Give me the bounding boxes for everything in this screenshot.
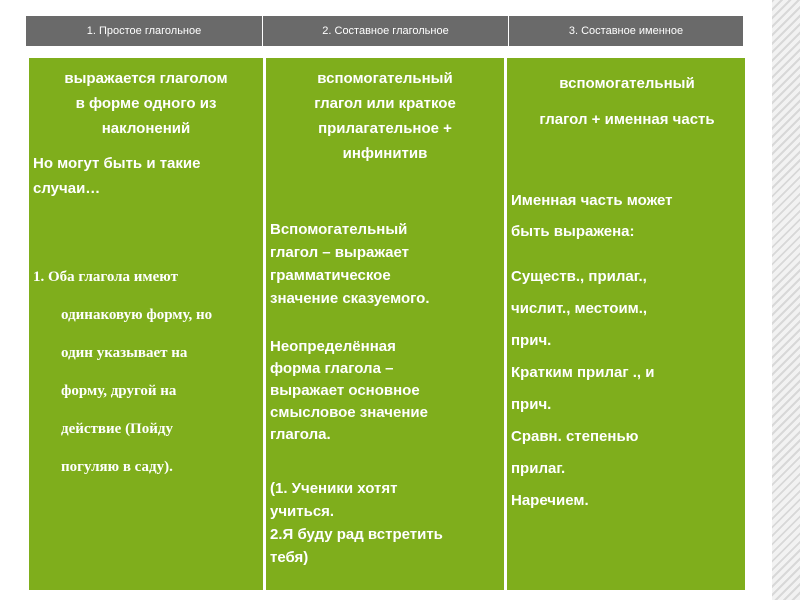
col3-form-line: прич. <box>511 332 552 349</box>
col2-aux-line: глагол – выражает <box>270 244 409 261</box>
column-compound-verbal <box>266 58 504 590</box>
col2-aux-line: Вспомогательный <box>270 221 408 238</box>
col2-intro-line: глагол или краткое <box>314 95 456 112</box>
col2-intro-line: инфинитив <box>342 145 428 162</box>
col1-example-line: действие (Пойду <box>61 421 173 437</box>
col2-examples <box>270 477 500 569</box>
col2-inf-line: смысловое значение <box>270 404 428 421</box>
header-compound-verbal: 2. Составное глагольное <box>262 16 508 46</box>
col3-nominal <box>511 185 743 247</box>
table-body <box>29 58 745 590</box>
col3-forms <box>511 261 743 517</box>
col2-aux <box>270 218 500 310</box>
col3-form-line: Наречием. <box>511 492 589 509</box>
col1-intro-line: наклонений <box>101 120 191 137</box>
col2-aux-line: грамматическое <box>270 267 391 284</box>
col2-inf-line: выражает основное <box>270 382 420 399</box>
col2-intro-line: вспомогательный <box>317 70 453 87</box>
col1-example-line: погуляю в саду). <box>61 459 173 475</box>
col2-infinitive <box>270 336 500 446</box>
col2-inf-line: Неопределённая <box>270 338 396 355</box>
col2-example-line: (1. Ученики хотят <box>270 480 398 497</box>
col2-inf-line: глагола. <box>270 426 331 443</box>
col3-nominal-line: быть выражена: <box>511 223 635 240</box>
col3-nominal-line: Именная часть может <box>511 192 673 209</box>
col2-intro-line: прилагательное + <box>318 120 452 137</box>
col2-example-line: 2.Я буду рад встретить <box>270 526 443 543</box>
col3-intro <box>511 66 743 138</box>
col3-form-line: Существ., прилаг., <box>511 268 647 285</box>
col2-example-line: тебя) <box>270 549 309 566</box>
col3-form-line: Кратким прилаг ., и <box>511 364 655 381</box>
col2-intro <box>270 66 500 166</box>
col1-intro <box>33 66 259 141</box>
col3-form-line: прилаг. <box>511 460 566 477</box>
col2-inf-line: форма глагола – <box>270 360 394 377</box>
col1-note-line: Но могут быть и такие <box>33 155 201 172</box>
col3-form-line: Сравн. степенью <box>511 428 639 445</box>
col1-example-line: одинаковую форму, но <box>61 307 213 323</box>
column-compound-nominal <box>507 58 745 590</box>
col1-example-line: один указывает на <box>61 345 188 361</box>
col1-note-line: случаи… <box>33 180 101 197</box>
col1-example-line: форму, другой на <box>61 383 177 399</box>
col3-intro-line: глагол + именная часть <box>539 111 715 128</box>
col2-aux-line: значение сказуемого. <box>270 290 430 307</box>
col1-example-line: 1. Оба глагола имеют <box>33 269 178 285</box>
header-simple-verbal: 1. Простое глагольное <box>86 25 202 37</box>
table-header <box>26 16 743 46</box>
decorative-side-stripe <box>772 0 800 600</box>
column-simple-verbal <box>29 58 263 590</box>
header-compound-nominal: 3. Составное именное <box>508 16 743 46</box>
col1-intro-line: в форме одного из <box>75 95 217 112</box>
col3-form-line: прич. <box>511 396 552 413</box>
col2-example-line: учиться. <box>270 503 335 520</box>
col3-form-line: числит., местоим., <box>511 300 648 317</box>
col1-note <box>33 151 259 201</box>
col3-intro-line: вспомогательный <box>559 75 695 92</box>
col1-example <box>33 258 263 486</box>
col1-intro-line: выражается глаголом <box>64 70 228 87</box>
